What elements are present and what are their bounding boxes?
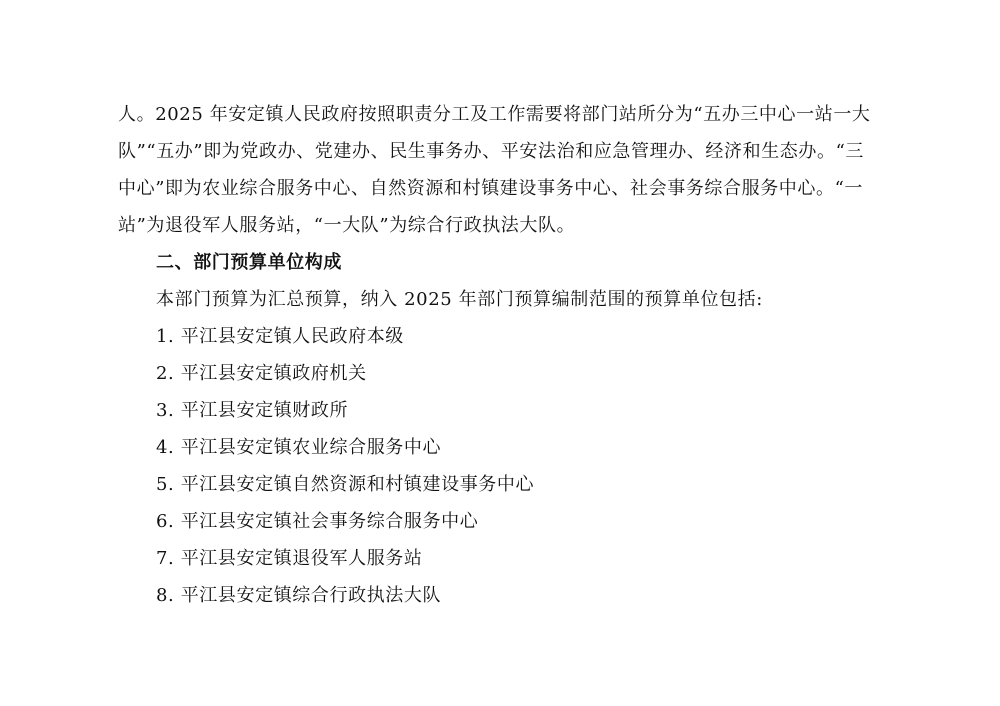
paragraph-line: 人。2025 年安定镇人民政府按照职责分工及工作需要将部门站所分为“五办三中心一站一大 xyxy=(118,104,871,125)
document-body xyxy=(118,96,888,614)
section-heading: 二、部门预算单位构成 xyxy=(156,252,342,273)
list-item: 5. 平江县安定镇自然资源和村镇建设事务中心 xyxy=(156,474,535,495)
department-structure-paragraph xyxy=(118,96,888,244)
list-item: 4. 平江县安定镇农业综合服务中心 xyxy=(156,437,442,458)
list-item: 2. 平江县安定镇政府机关 xyxy=(156,363,367,384)
paragraph-line: 站”为退役军人服务站，“一大队”为综合行政执法大队。 xyxy=(118,215,576,236)
paragraph-line: 中心”即为农业综合服务中心、自然资源和村镇建设事务中心、社会事务综合服务中心。“一 xyxy=(118,178,863,199)
list-item: 7. 平江县安定镇退役军人服务站 xyxy=(156,548,423,569)
list-item: 6. 平江县安定镇社会事务综合服务中心 xyxy=(156,511,479,532)
list-item: 3. 平江县安定镇财政所 xyxy=(156,400,349,421)
paragraph-line: 队”“五办”即为党政办、党建办、民生事务办、平安法治和应急管理办、经济和生态办。“三 xyxy=(118,141,865,162)
section-intro: 本部门预算为汇总预算，纳入 2025 年部门预算编制范围的预算单位包括: xyxy=(156,289,763,310)
list-item: 8. 平江县安定镇综合行政执法大队 xyxy=(156,585,442,606)
budget-unit-list xyxy=(118,318,888,614)
list-item: 1. 平江县安定镇人民政府本级 xyxy=(156,326,404,347)
